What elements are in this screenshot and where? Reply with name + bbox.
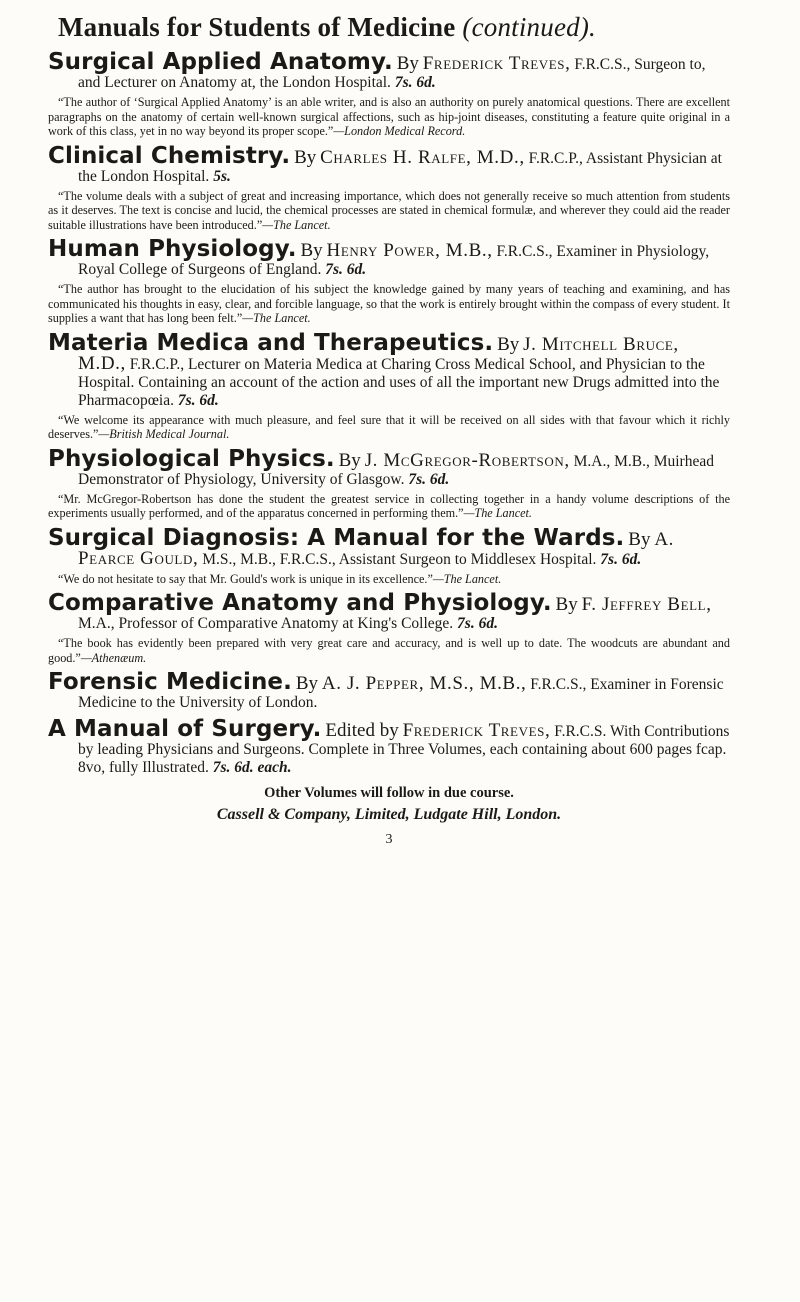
running-head-continued: (continued). <box>462 12 596 42</box>
book-entry <box>48 142 730 233</box>
book-price: 7s. 6d. each. <box>212 759 292 776</box>
book-price: 7s. 6d. <box>600 550 642 568</box>
book-title: Human Physiology. <box>48 236 297 262</box>
book-title: A Manual of Surgery. <box>48 716 322 742</box>
running-head-title: Manuals for Students of Medicine <box>58 12 456 42</box>
review-source: —The Lancet. <box>463 506 532 520</box>
entry-heading <box>48 669 730 712</box>
review-text: “Mr. McGregor-Robertson has done the student the greatest service in collecting together in a handy volume descriptions of the experiments usually performed, and of the apparatus concerned in performing them.” <box>48 491 730 520</box>
book-entry <box>48 669 730 712</box>
review-quote <box>48 636 730 665</box>
author-name: J. Mitchell Bruce, M.D., <box>78 333 679 374</box>
review-quote <box>48 189 730 233</box>
entry-heading <box>48 142 730 186</box>
book-entry <box>48 329 730 442</box>
by-line: By <box>295 673 319 694</box>
review-source: —The Lancet. <box>242 311 311 325</box>
author-name: Frederick Treves, <box>422 53 571 74</box>
by-line: By <box>497 333 520 355</box>
author-details: F.R.C.S., Examiner in Physiology, Royal College of Surgeons of England. <box>78 243 710 278</box>
review-text: “We do not hesitate to say that Mr. Gould's work is unique in its excellence.” <box>58 571 433 586</box>
review-source: —British Medical Journal. <box>98 427 230 441</box>
review-text: “We welcome its appearance with much pleasure, and feel sure that it will be received on all sides with that favour which it richly deserves.” <box>48 412 730 441</box>
author-details: F.R.C.P., Assistant Physician at the London Hospital. <box>78 149 722 185</box>
review-quote <box>48 572 730 587</box>
entry-heading <box>48 445 730 489</box>
author-name: Frederick Treves, <box>402 720 551 741</box>
author-details: M.S., M.B., F.R.C.S., Assistant Surgeon to Middlesex Hospital. <box>202 550 597 568</box>
book-entry <box>48 524 730 587</box>
entry-heading <box>48 716 730 777</box>
book-entry <box>48 236 730 326</box>
review-source: —Athenæum. <box>80 650 147 665</box>
author-details: M.A., Professor of Comparative Anatomy at King's College. <box>78 615 454 632</box>
author-details: F.R.C.S., Examiner in Forensic Medicine to the University of London. <box>78 676 724 711</box>
by-line: Edited by <box>325 720 399 741</box>
author-details: F.R.C.S. With Contributions by leading Physicians and Surgeons. Complete in Three Volumes, each containing about 600 pages fcap. 8vo, fully Illustrated. <box>78 723 730 776</box>
book-entry <box>48 445 730 521</box>
entry-heading <box>48 524 730 569</box>
review-quote <box>48 282 730 326</box>
review-quote <box>48 492 730 521</box>
book-price: 7s. 6d. <box>394 74 436 91</box>
author-details: F.R.C.S., Surgeon to, and Lecturer on Anatomy at, the London Hospital. <box>78 56 706 91</box>
author-name: Henry Power, M.B., <box>326 240 493 261</box>
by-line: By <box>294 146 317 168</box>
author-name: A. J. Pepper, M.S., M.B., <box>321 673 527 694</box>
book-title: Surgical Diagnosis: A Manual for the Wards. <box>48 524 625 551</box>
book-price: 5s. <box>213 167 231 185</box>
by-line: By <box>338 449 361 471</box>
book-entry <box>48 590 730 665</box>
by-line: By <box>396 53 419 74</box>
book-entry <box>48 49 730 139</box>
page-number: 3 <box>385 832 393 847</box>
review-text: “The author has brought to the elucidation of his subject the knowledge gained by many years of teaching and examining, and has communicated his thoughts in easy, clear, and forcible language, so that the work is entirely brought within the compass of every student. It supplies a want that has long been felt.” <box>48 282 730 325</box>
book-price: 7s. 6d. <box>457 615 498 632</box>
review-text: “The volume deals with a subject of great and increasing importance, which does not generally receive so much attention from students as it deserves. The text is concise and lucid, the chemical processes are stated in chemical formulæ, and wherever they could aid the reader suitable illustrations have been introduced.” <box>48 188 730 232</box>
footer-note: Other Volumes will follow in due course. <box>264 785 514 801</box>
author-details: M.A., M.B., Muirhead Demonstrator of Physiology, University of Glasgow. <box>78 452 714 488</box>
author-name: F. Jeffrey Bell, <box>581 594 712 615</box>
author-name: Charles H. Ralfe, M.D., <box>320 146 525 168</box>
review-source: —The Lancet. <box>432 571 502 586</box>
author-details: F.R.C.P., Lecturer on Materia Medica at Charing Cross Medical School, and Physician to the Hospital. Containing an account of the action and uses of all the important new Drugs admitted into the Pharmacopœia. <box>78 355 720 409</box>
author-name: J. McGregor-Robertson, <box>364 449 570 471</box>
review-source: —London Medical Record. <box>333 124 466 138</box>
review-quote <box>48 413 730 442</box>
review-text: “The author of ‘Surgical Applied Anatomy’ is an able writer, and is also an authority on purely anatomical questions. There are excellent paragraphs on the anatomy of certain well-known surgical affections, such as hip-joint diseases, constituting a feature quite original in a work of this class, yet in no way beyond its proper scope.” <box>48 95 730 138</box>
book-price: 7s. 6d. <box>177 391 219 409</box>
entry-heading <box>48 329 730 410</box>
publisher-imprint: Cassell & Company, Limited, Ludgate Hill, London. <box>216 806 562 823</box>
book-title: Materia Medica and Therapeutics. <box>48 329 494 356</box>
entry-heading <box>48 236 730 279</box>
book-title: Physiological Physics. <box>48 445 335 472</box>
book-title: Forensic Medicine. <box>48 669 292 695</box>
book-title: Clinical Chemistry. <box>48 142 291 169</box>
book-price: 7s. 6d. <box>325 261 367 278</box>
author-name: A. Pearce Gould, <box>78 528 675 569</box>
review-quote <box>48 95 730 139</box>
by-line: By <box>628 528 651 550</box>
running-head <box>58 12 730 43</box>
review-source: —The Lancet. <box>262 217 331 232</box>
entry-heading <box>48 590 730 633</box>
entries-list <box>48 49 730 777</box>
book-price: 7s. 6d. <box>408 470 450 488</box>
book-title: Surgical Applied Anatomy. <box>48 49 393 75</box>
entry-heading <box>48 49 730 92</box>
review-text: “The book has evidently been prepared with very great care and accuracy, and is well up to date. The woodcuts are abundant and good.” <box>48 636 730 665</box>
book-entry <box>48 716 730 777</box>
book-title: Comparative Anatomy and Physiology. <box>48 590 552 616</box>
by-line: By <box>300 240 323 261</box>
by-line: By <box>555 594 578 615</box>
